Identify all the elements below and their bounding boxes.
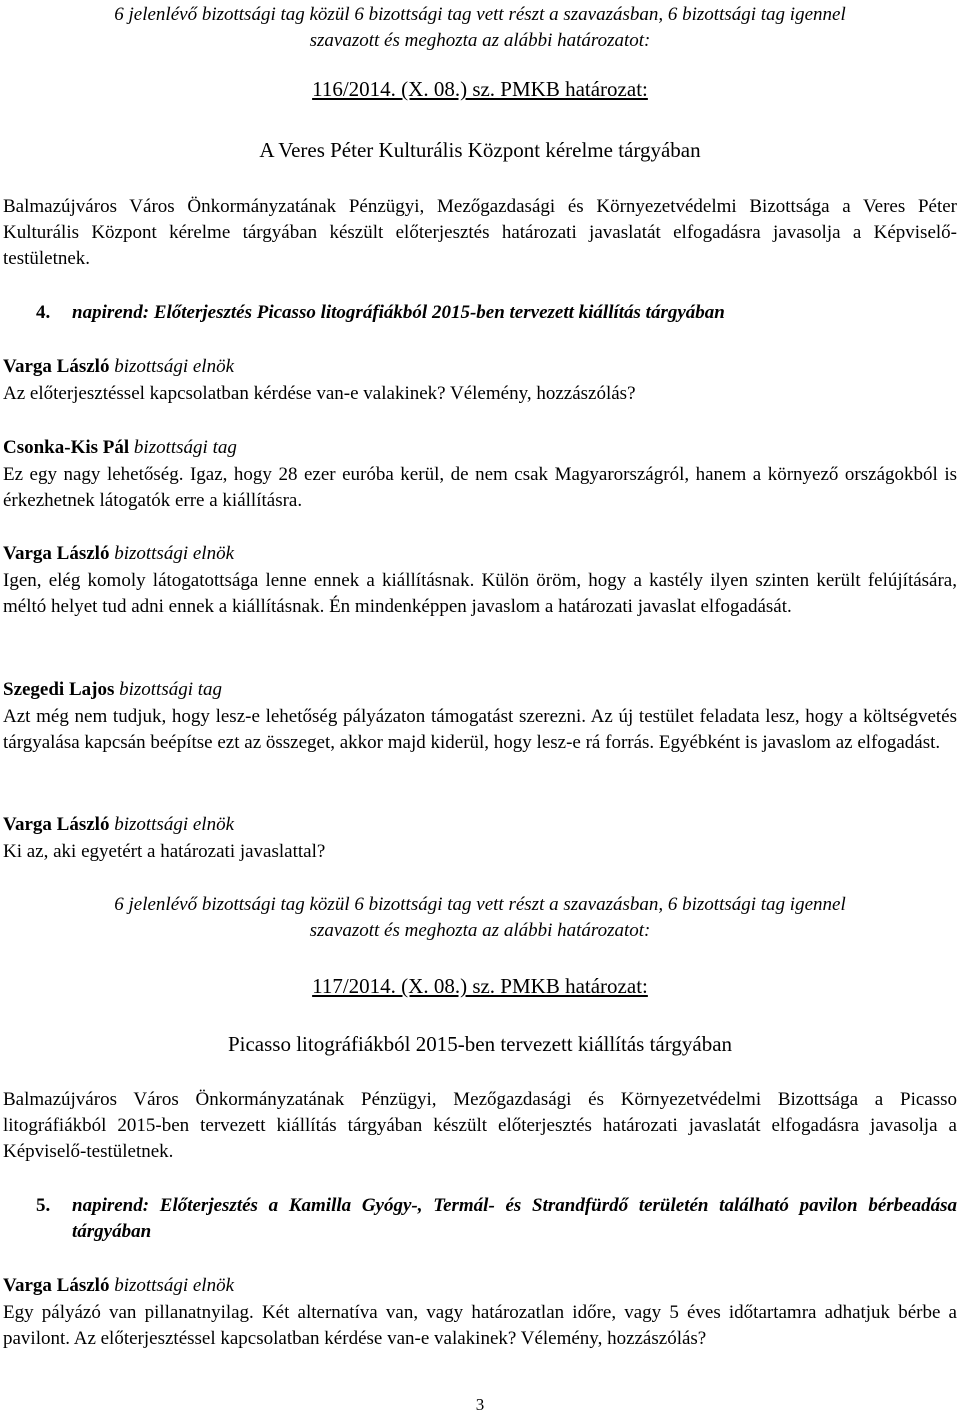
speaker-name: Varga László <box>3 356 110 377</box>
resolution-number: 116/2014. (X. 08.) sz. PMKB határozat: <box>312 77 648 101</box>
speaker-name: Csonka-Kis Pál <box>3 437 130 458</box>
vote-line-1: 6 jelenlévő bizottsági tag közül 6 bizottsági tag vett részt a szavazásban, 6 bizottsági tag igennel <box>114 4 846 25</box>
speaker-role: bizottsági elnök <box>114 814 235 835</box>
speech-text: Egy pályázó van pillanatnyilag. Két alternatíva van, vagy határozatlan időre, vagy 5 éves időtartamra adhatjuk bérbe a pavilont. Az előterjesztéssel kapcsolatban kérdése van-e valakinek? Vélemény, hozzászólás? <box>3 1302 957 1349</box>
speech-text: Az előterjesztéssel kapcsolatban kérdése van-e valakinek? Vélemény, hozzászólás? <box>3 383 636 404</box>
speaker-role: bizottsági tag <box>119 679 223 700</box>
page-number: 3 <box>475 1395 485 1414</box>
speaker-heading <box>3 1273 957 1299</box>
speaker-role: bizottsági tag <box>133 437 237 458</box>
speaker-name: Szegedi Lajos <box>3 679 115 700</box>
vote-line-2: szavazott és meghozta az alábbi határozatot: <box>309 30 651 51</box>
speaker-role: bizottsági elnök <box>114 356 235 377</box>
agenda-text: napirend: Előterjesztés Picasso litográfiákból 2015-ben tervezett kiállítás tárgyában <box>72 302 725 323</box>
speech-text: Azt még nem tudjuk, hogy lesz-e lehetőség pályázaton támogatást szerezni. Az új testület feladata lesz, hogy a költségvetés tárgyalása kapcsán beépítse ezt az összeget, akkor majd kiderül, hogy lesz-e rá forrás. Egyébként is javaslom az elfogadást. <box>3 706 957 753</box>
resolution-number: 117/2014. (X. 08.) sz. PMKB határozat: <box>312 974 648 998</box>
agenda-item <box>36 1193 957 1245</box>
speaker-heading <box>3 435 957 461</box>
agenda-number: 5. <box>36 1195 51 1216</box>
speech-text: Ez egy nagy lehetőség. Igaz, hogy 28 ezer euróba kerül, de nem csak Magyarországról, hanem a környező országokból is érkezhetnek látogatók erre a kiállításra. <box>3 464 957 511</box>
vote-line-2: szavazott és meghozta az alábbi határozatot: <box>309 920 651 941</box>
speaker-heading <box>3 541 957 567</box>
agenda-text: napirend: Előterjesztés a Kamilla Gyógy-, Termál- és Strandfürdő területén található pavilon bérbeadása tárgyában <box>72 1195 957 1242</box>
speaker-name: Varga László <box>3 814 110 835</box>
agenda-number: 4. <box>36 302 51 323</box>
agenda-item <box>36 300 957 326</box>
speaker-heading <box>3 677 957 703</box>
vote-statement <box>3 2 957 54</box>
vote-line-1: 6 jelenlévő bizottsági tag közül 6 bizottsági tag vett részt a szavazásban, 6 bizottsági tag igennel <box>114 894 846 915</box>
speaker-role: bizottsági elnök <box>114 543 235 564</box>
vote-statement <box>3 892 957 944</box>
speaker-heading <box>3 812 957 838</box>
speech-text: Ki az, aki egyetért a határozati javaslattal? <box>3 841 326 862</box>
speaker-name: Varga László <box>3 543 110 564</box>
resolution-body: Balmazújváros Város Önkormányzatának Pénzügyi, Mezőgazdasági és Környezetvédelmi Bizottsága a Picasso litográfiákból 2015-ben tervezett kiállítás tárgyában készült előterjesztés határozati javaslatát elfogadásra javasolja a Képviselő-testületnek. <box>3 1089 957 1162</box>
resolution-body: Balmazújváros Város Önkormányzatának Pénzügyi, Mezőgazdasági és Környezetvédelmi Bizottsága a Veres Péter Kulturális Központ kérelme tárgyában készült előterjesztés határozati javaslatát elfogadásra javasolja a Képviselő-testületnek. <box>3 196 957 269</box>
resolution-title: Picasso litográfiákból 2015-ben tervezett kiállítás tárgyában <box>227 1032 733 1056</box>
resolution-title: A Veres Péter Kulturális Központ kérelme tárgyában <box>259 138 701 162</box>
speech-text: Igen, elég komoly látogatottsága lenne ennek a kiállításnak. Külön öröm, hogy a kastély ilyen szinten került felújítására, méltó helyet tud adni ennek a kiállításnak. Én mindenképpen javaslom a határozati javaslat elfogadását. <box>3 570 957 617</box>
speaker-heading <box>3 354 957 380</box>
speaker-name: Varga László <box>3 1275 110 1296</box>
speaker-role: bizottsági elnök <box>114 1275 235 1296</box>
